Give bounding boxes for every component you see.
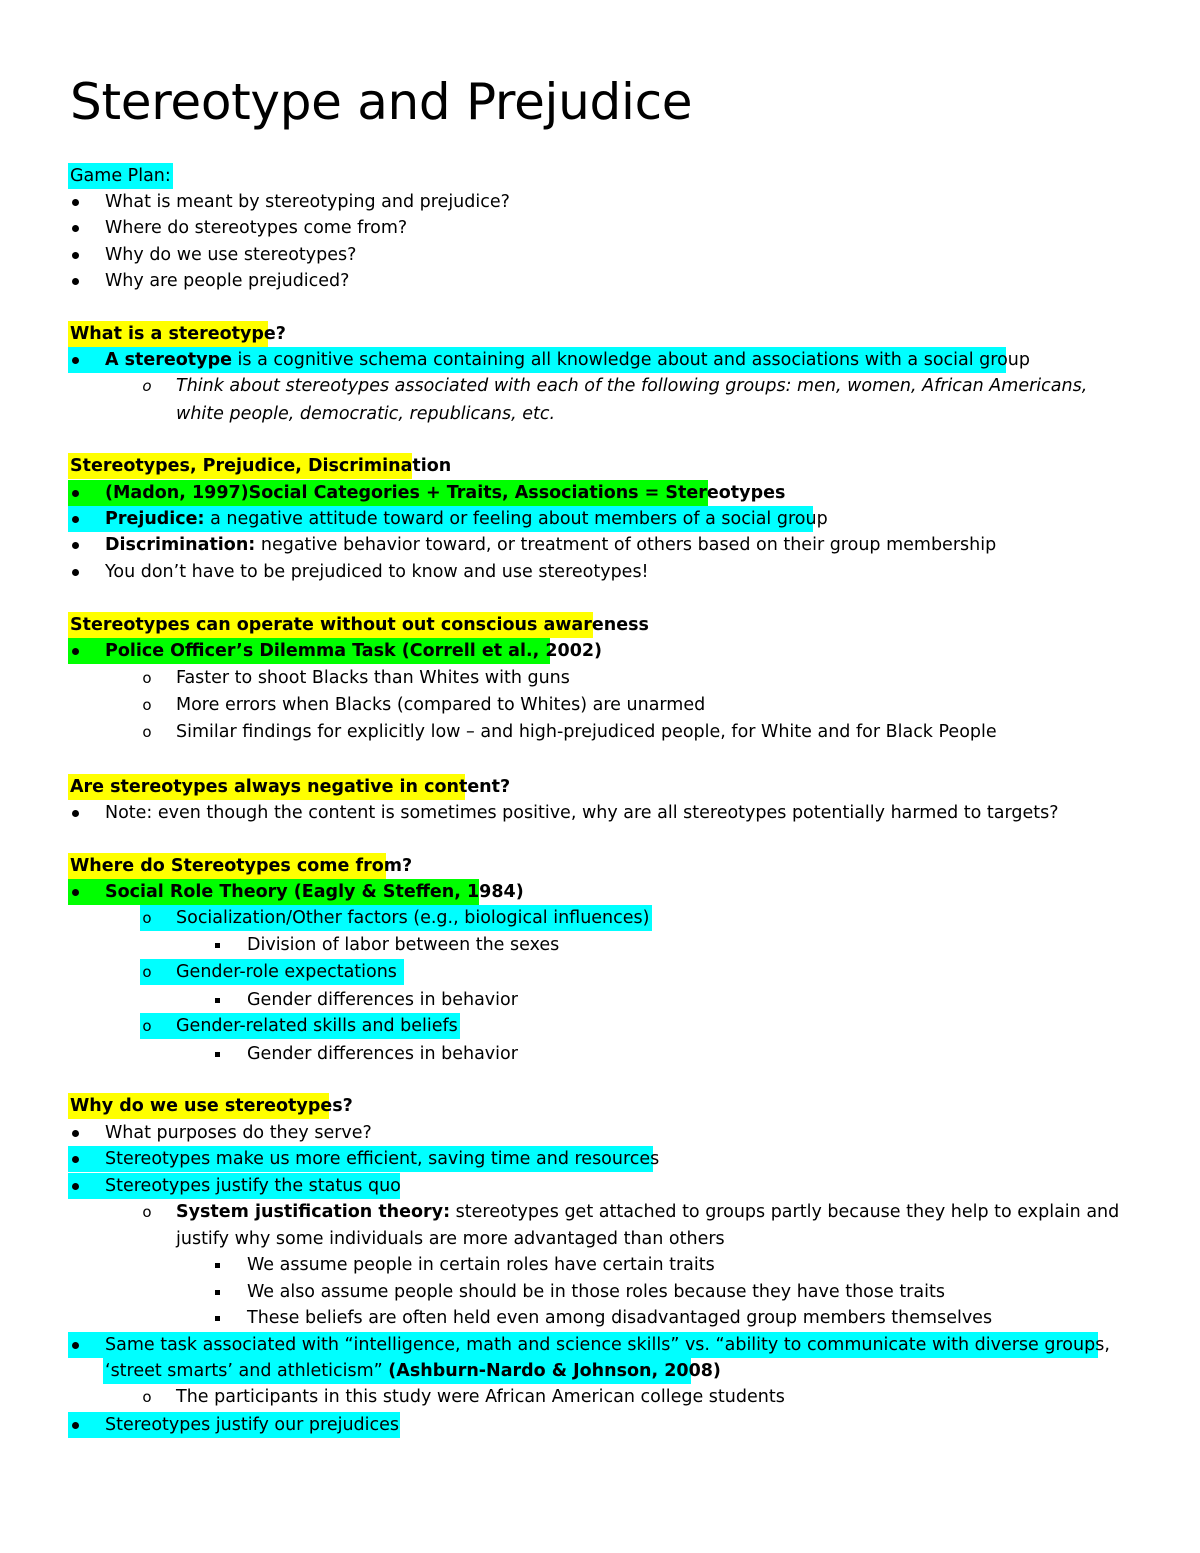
bullet-icon: [66, 1332, 84, 1358]
bullet-icon: [66, 480, 84, 506]
circle-bullet-icon: o: [142, 909, 152, 927]
bullet-icon: [66, 242, 84, 268]
square-bullet-icon: [208, 1252, 226, 1278]
square-bullet-icon: [208, 1041, 226, 1067]
bullet-icon: [66, 189, 84, 215]
bullet-icon: [66, 532, 84, 558]
square-bullet-icon: [208, 932, 226, 958]
bullet-icon: [66, 1173, 84, 1199]
circle-bullet-icon: o: [142, 377, 152, 395]
document-title: Stereotype and Prejudice: [70, 73, 693, 131]
bullet-icon: [66, 1412, 84, 1438]
bullet-icon: [66, 638, 84, 664]
bullet-icon: [66, 215, 84, 241]
bullet-icon: [66, 506, 84, 532]
circle-bullet-icon: o: [142, 1203, 152, 1221]
bullet-icon: [66, 1120, 84, 1146]
bullet-icon: [66, 347, 84, 373]
square-bullet-icon: [208, 1305, 226, 1331]
square-bullet-icon: [208, 987, 226, 1013]
bullet-icon: [66, 559, 84, 585]
circle-bullet-icon: o: [142, 963, 152, 981]
square-bullet-icon: [208, 1279, 226, 1305]
circle-bullet-icon: o: [142, 696, 152, 714]
circle-bullet-icon: o: [142, 723, 152, 741]
bullet-icon: [66, 268, 84, 294]
bullet-icon: [66, 879, 84, 905]
circle-bullet-icon: o: [142, 1017, 152, 1035]
circle-bullet-icon: o: [142, 1388, 152, 1406]
document-page: Stereotype and Prejudice Game Plan: What is meant by stereotyping and prejudice? Where do stereotypes come from? Why do we use stereotypes? Why are people prejudiced? What is a stereotype? A stereotype is a cognitive schema containing all knowledge about and associations with a social group o Think about stereotypes associated with each of the following groups: men, women, African Americans, white people, democratic, republicans, etc. Stereotypes, Prejudice, Discrimination (Madon, 1997)Social Categories + Traits, Associations = Stereotypes Prejudice: a negative attitude toward or feeling about members of a social group Discrimination: negative behavior toward, or treatment of others based on their group membership You don’t have to be prejudiced to know and use stereotypes! Stereotypes can operate without out conscious awareness Police Officer’s Dilemma Task (Correll et al., 2002) o Faster to shoot Blacks than Whites with guns o More errors when Blacks (compared to Whites) are unarmed o Similar findings for explicitly low – and high-prejudiced people, for White and for Black People Are stereotypes always negative in content? Note: even though the content is sometimes positive, why are all stereotypes potentially harmed to targets? Where do Stereotypes come from? Social Role Theory (Eagly & Steffen, 1984) o Socialization/Other factors (e.g., biological influences) Division of labor between the sexes o Gender-role expectations Gender differences in behavior o Gender-related skills and beliefs Gender differences in behavior Why do we use stereotypes? What purposes do they serve? Stereotypes make us more efficient, saving time and resources Stereotypes justify the status quo o System justification theory: stereotypes get attached to groups partly because they help to explain and justify why some individuals are more advantaged than others We assume people in certain roles have certain traits We also assume people should be in those roles because they have those traits These beliefs are often held even among disadvantaged group members themselves Same task associated with “intelligence, math and science skills” vs. “ability to communicate with diverse groups, ‘street smarts’ and athleticism” (Ashburn-Nardo & Johnson, 2008) o The participants in this study were African American college students Stereotypes justify our prejudices: [0, 0, 1200, 1553]
circle-bullet-icon: o: [142, 669, 152, 687]
bullet-icon: [66, 1146, 84, 1172]
bullet-icon: [66, 800, 84, 826]
